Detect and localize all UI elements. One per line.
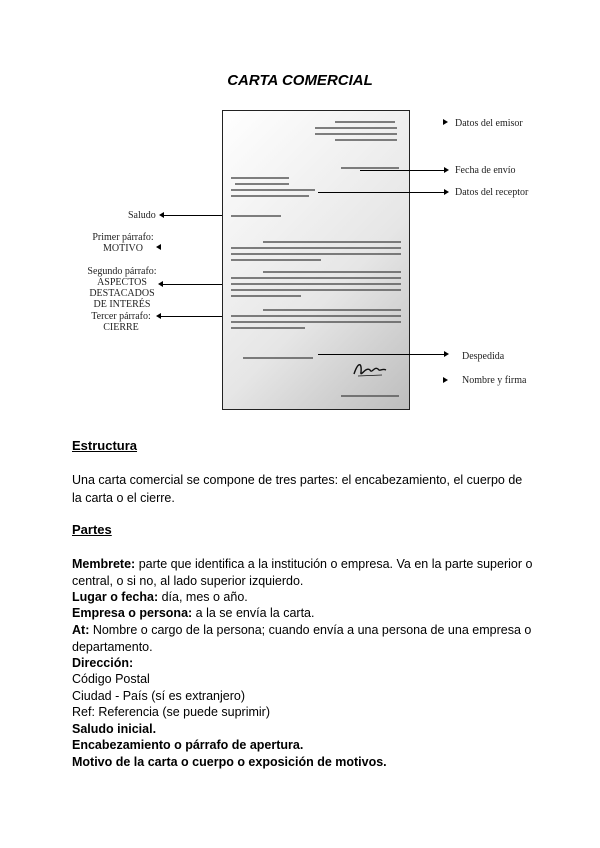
referencia-item: Ref: Referencia (se puede suprimir) [72,705,270,719]
codigo-postal-item: Código Postal [72,672,150,686]
ciudad-pais-item: Ciudad - País (sí es extranjero) [72,689,245,703]
arrow-saludo-icon [163,215,222,216]
direccion-item: Dirección: [72,656,134,670]
at-item: At: Nombre o cargo de la persona; cuando envía a una persona de una empresa o departamento. [72,623,532,654]
lugar-item: Lugar o fecha: día, mes o año. [72,590,248,604]
arrow-receptor-icon [318,192,445,193]
label-fecha-envio: Fecha de envío [455,165,516,176]
empresa-item: Empresa o persona: a la se envía la carta. [72,606,315,620]
label-datos-receptor: Datos del receptor [455,187,529,198]
estructura-heading: Estructura [72,438,138,453]
label-datos-emisor: Datos del emisor [455,118,523,129]
bullet-emisor-icon [443,119,448,125]
label-tercer-parrafo: Tercer párrafo: CIERRE [91,311,151,333]
signature-icon [352,360,388,380]
motivo-carta-item: Motivo de la carta o cuerpo o exposición de motivos. [72,755,387,769]
encabezamiento-item: Encabezamiento o párrafo de apertura. [72,738,304,752]
membrete-item: Membrete: parte que identifica a la institución o empresa. Va en la parte superior o central, o si no, al lado superior izquierdo. [72,557,533,588]
arrow-cierre-icon [160,316,222,317]
page-title: CARTA COMERCIAL [227,72,373,89]
label-segundo-parrafo: Segundo párrafo: ASPECTOS DESTACADOS DE INTERÉS [87,266,157,310]
label-despedida: Despedida [462,351,505,362]
arrow-despedida-icon [318,354,445,355]
arrow-fecha-icon [360,170,445,171]
partes-heading: Partes [72,522,112,537]
label-nombre-firma: Nombre y firma [462,375,527,386]
bullet-nombre-icon [443,377,448,383]
arrow-aspectos-icon [162,284,222,285]
arrow-motivo-icon [156,244,161,250]
label-primer-parrafo: Primer párrafo: MOTIVO [92,232,154,254]
label-saludo: Saludo [128,210,156,221]
saludo-inicial-item: Saludo inicial. [72,722,157,736]
estructura-text: Una carta comercial se compone de tres partes: el encabezamiento, el cuerpo de la carta o el cierre. [72,473,523,505]
